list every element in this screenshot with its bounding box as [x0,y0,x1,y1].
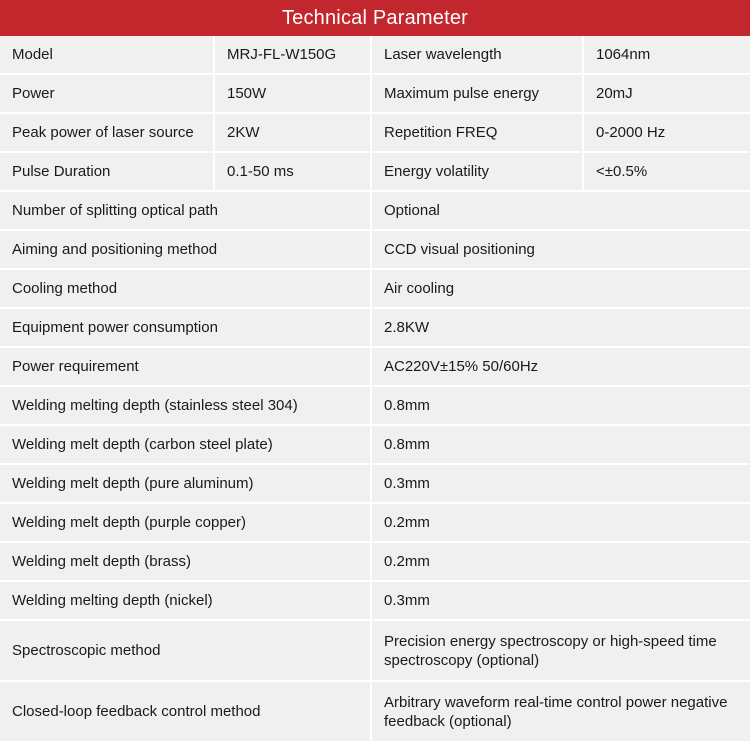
param-label: Model [0,36,215,73]
param-label: Power [0,75,215,112]
param-value: 0.3mm [372,582,750,619]
param-label: Cooling method [0,270,372,307]
param-value: Optional [372,192,750,229]
table-row [0,231,750,270]
table-row [0,582,750,621]
param-label: Number of splitting optical path [0,192,372,229]
param-label: Welding melting depth (nickel) [0,582,372,619]
table-row [0,114,750,153]
param-value: Precision energy spectroscopy or high-speed time spectroscopy (optional) [372,621,750,680]
param-value: <±0.5% [584,153,750,190]
param-label: Laser wavelength [372,36,584,73]
table-row [0,309,750,348]
param-value: 150W [215,75,372,112]
table-row [0,153,750,192]
param-value: CCD visual positioning [372,231,750,268]
table-row [0,36,750,75]
param-label: Welding melt depth (carbon steel plate) [0,426,372,463]
param-label: Peak power of laser source [0,114,215,151]
param-label: Welding melt depth (brass) [0,543,372,580]
param-value: 0.2mm [372,543,750,580]
param-label: Aiming and positioning method [0,231,372,268]
param-value: 0-2000 Hz [584,114,750,151]
param-label: Power requirement [0,348,372,385]
param-value: 0.8mm [372,387,750,424]
param-label: Welding melting depth (stainless steel 304) [0,387,372,424]
param-value: MRJ-FL-W150G [215,36,372,73]
table-row [0,348,750,387]
param-value: 2KW [215,114,372,151]
param-value: 20mJ [584,75,750,112]
param-label: Spectroscopic method [0,621,372,680]
table-row [0,621,750,682]
param-value: 1064nm [584,36,750,73]
param-value: AC220V±15% 50/60Hz [372,348,750,385]
param-label: Welding melt depth (purple copper) [0,504,372,541]
param-value: 0.2mm [372,504,750,541]
param-value: Arbitrary waveform real-time control power negative feedback (optional) [372,682,750,741]
table-row [0,504,750,543]
param-value: 2.8KW [372,309,750,346]
table-row [0,192,750,231]
table-row [0,465,750,504]
param-value: 0.8mm [372,426,750,463]
table-row [0,75,750,114]
table-row [0,682,750,743]
param-label: Equipment power consumption [0,309,372,346]
param-label: Repetition FREQ [372,114,584,151]
table-row [0,387,750,426]
param-label: Energy volatility [372,153,584,190]
param-value: 0.1-50 ms [215,153,372,190]
parameter-table [0,36,750,743]
param-label: Closed-loop feedback control method [0,682,372,741]
param-label: Maximum pulse energy [372,75,584,112]
param-label: Pulse Duration [0,153,215,190]
param-label: Welding melt depth (pure aluminum) [0,465,372,502]
table-row [0,426,750,465]
table-row [0,543,750,582]
param-value: 0.3mm [372,465,750,502]
param-value: Air cooling [372,270,750,307]
table-title: Technical Parameter [0,0,750,36]
table-row [0,270,750,309]
